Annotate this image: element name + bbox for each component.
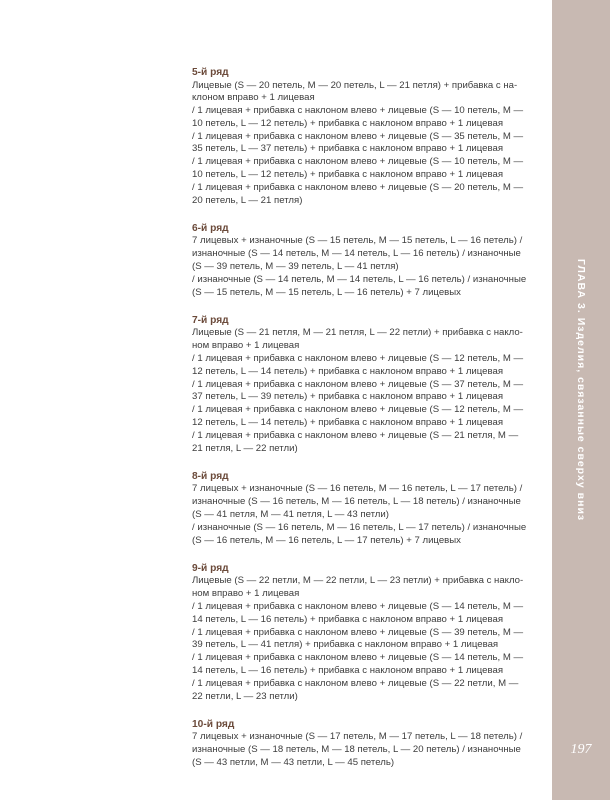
row-heading: 7-й ряд bbox=[192, 314, 229, 326]
instruction-line: 37 петель, L — 39 петель) + прибавка с наклоном вправо + 1 лицевая bbox=[192, 391, 504, 403]
instruction-line: (S — 15 петель, M — 15 петель, L — 16 петель) + 7 лицевых bbox=[192, 286, 461, 298]
instruction-line: / 1 лицевая + прибавка с наклоном влево + лицевые (S — 21 петля, M — bbox=[192, 429, 519, 441]
instruction-line: / 1 лицевая + прибавка с наклоном влево + лицевые (S — 12 петель, M — bbox=[192, 353, 524, 365]
instruction-line: / 1 лицевая + прибавка с наклоном влево + лицевые (S — 12 петель, M — bbox=[192, 404, 524, 416]
row-heading: 6-й ряд bbox=[192, 222, 229, 234]
instruction-line: / 1 лицевая + прибавка с наклоном влево + лицевые (S — 14 петель, M — bbox=[192, 601, 524, 612]
row-section bbox=[192, 66, 537, 207]
instruction-line: 20 петель, L — 21 петля) bbox=[192, 194, 303, 206]
instruction-line: 12 петель, L — 14 петель) + прибавка с наклоном вправо + 1 лицевая bbox=[192, 365, 504, 377]
chapter-title: ГЛАВА 3. Изделия, связанные сверху вниз bbox=[575, 258, 587, 522]
instruction-line: / 1 лицевая + прибавка с наклоном влево + лицевые (S — 20 петель, M — bbox=[192, 181, 524, 193]
instruction-line: / 1 лицевая + прибавка с наклоном влево + лицевые (S — 35 петель, M — bbox=[192, 130, 524, 142]
instruction-line: / 1 лицевая + прибавка с наклоном влево + лицевые (S — 14 петель, M — bbox=[192, 652, 524, 664]
row-heading: 8-й ряд bbox=[192, 470, 229, 482]
row-section bbox=[192, 718, 537, 770]
instruction-line: (S — 39 петель, M — 39 петель, L — 41 петля) bbox=[192, 261, 399, 273]
instruction-line: 10 петель, L — 12 петель) + прибавка с наклоном вправо + 1 лицевая bbox=[192, 169, 504, 181]
instruction-line: 10 петель, L — 12 петель) + прибавка с наклоном вправо + 1 лицевая bbox=[192, 117, 504, 129]
row-section bbox=[192, 470, 537, 547]
instruction-line: 39 петель, L — 41 петля) + прибавка с наклоном вправо + 1 лицевая bbox=[192, 639, 499, 651]
instruction-line: (S — 41 петля, M — 41 петля, L — 43 петли) bbox=[192, 509, 389, 521]
instruction-line: / 1 лицевая + прибавка с наклоном влево + лицевые (S — 22 петли, M — bbox=[192, 677, 519, 689]
instruction-line: 12 петель, L — 14 петель) + прибавка с наклоном вправо + 1 лицевая bbox=[192, 417, 504, 429]
instruction-line: ном вправо + 1 лицевая bbox=[192, 340, 300, 352]
instruction-line: / 1 лицевая + прибавка с наклоном влево + лицевые (S — 10 петель, M — bbox=[192, 105, 524, 117]
instruction-line: изнаночные (S — 14 петель, M — 14 петель, L — 16 петель) / изнаночные bbox=[192, 248, 521, 260]
instruction-line: клоном вправо + 1 лицевая bbox=[192, 92, 315, 104]
instruction-line: / 1 лицевая + прибавка с наклоном влево + лицевые (S — 10 петель, M — bbox=[192, 156, 524, 168]
instruction-line: / изнаночные (S — 16 петель, M — 16 петель, L — 17 петель) / изнаночные bbox=[192, 521, 527, 533]
row-heading: 9-й ряд bbox=[192, 562, 229, 574]
instruction-line: 14 петель, L — 16 петель) + прибавка с наклоном вправо + 1 лицевая bbox=[192, 613, 504, 625]
page-number: 197 bbox=[570, 742, 592, 757]
instruction-line: / изнаночные (S — 14 петель, M — 14 петель, L — 16 петель) / изнаночные bbox=[192, 273, 527, 285]
instruction-line: 14 петель, L — 16 петель) + прибавка с наклоном вправо + 1 лицевая bbox=[192, 664, 504, 676]
row-heading: 10-й ряд bbox=[192, 718, 235, 730]
row-heading: 5-й ряд bbox=[192, 67, 229, 78]
row-section bbox=[192, 314, 537, 455]
instruction-line: 21 петля, L — 22 петли) bbox=[192, 442, 298, 454]
instruction-line: Лицевые (S — 21 петля, M — 21 петля, L — 22 петли) + прибавка с накло- bbox=[192, 327, 523, 339]
instruction-line: 7 лицевых + изнаночные (S — 15 петель, M — 15 петель, L — 16 петель) / bbox=[192, 235, 523, 247]
instruction-line: 35 петель, L — 37 петель) + прибавка с наклоном вправо + 1 лицевая bbox=[192, 143, 504, 155]
instruction-line: / 1 лицевая + прибавка с наклоном влево + лицевые (S — 39 петель, M — bbox=[192, 626, 524, 638]
instruction-line: изнаночные (S — 16 петель, M — 16 петель, L — 18 петель) / изнаночные bbox=[192, 496, 521, 508]
instruction-line: ном вправо + 1 лицевая bbox=[192, 588, 300, 600]
instruction-line: Лицевые (S — 20 петель, M — 20 петель, L — 21 петля) + прибавка с на- bbox=[192, 79, 518, 91]
instruction-line: 7 лицевых + изнаночные (S — 17 петель, M — 17 петель, L — 18 петель) / bbox=[192, 731, 523, 743]
instruction-line: 22 петли, L — 23 петли) bbox=[192, 690, 298, 702]
instruction-line: Лицевые (S — 22 петли, M — 22 петли, L — 23 петли) + прибавка с накло- bbox=[192, 575, 524, 587]
row-section bbox=[192, 222, 537, 299]
instruction-line: изнаночные (S — 18 петель, M — 18 петель, L — 20 петель) / изнаночные bbox=[192, 744, 521, 756]
row-section bbox=[192, 562, 537, 703]
instruction-line: 7 лицевых + изнаночные (S — 16 петель, M — 16 петель, L — 17 петель) / bbox=[192, 483, 523, 495]
instruction-line: / 1 лицевая + прибавка с наклоном влево + лицевые (S — 37 петель, M — bbox=[192, 378, 524, 390]
instruction-line: (S — 43 петли, M — 43 петли, L — 45 петель) bbox=[192, 756, 395, 768]
page-content bbox=[192, 66, 537, 784]
instruction-line: (S — 16 петель, M — 16 петель, L — 17 петель) + 7 лицевых bbox=[192, 534, 461, 546]
